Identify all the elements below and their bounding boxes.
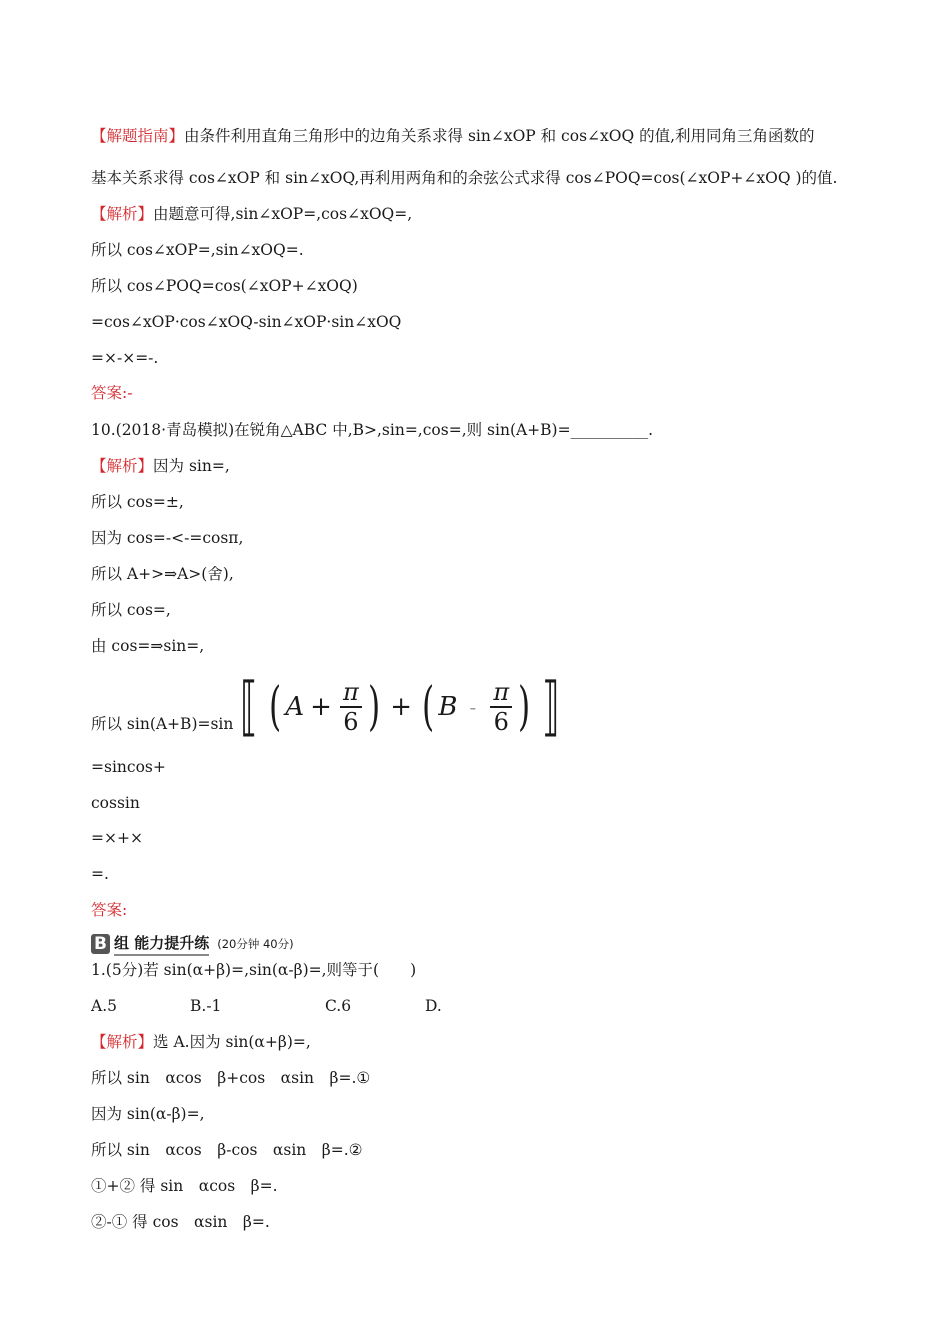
solution1-line-4: =cos∠xOP·cos∠xOQ-sin∠xOP·sin∠xOQ — [91, 313, 402, 331]
solution1-line-1 — [91, 204, 412, 224]
fraction-pi-over-6-b — [490, 678, 512, 736]
minus-sign: - — [469, 695, 477, 719]
var-a: A — [285, 692, 305, 722]
left-paren-1: ( — [269, 677, 282, 737]
q1-line-2: 所以 sin αcos β+cos αsin β=.① — [91, 1069, 371, 1087]
q10-stem: 10.(2018·青岛模拟)在锐角△ABC 中,B>,sin=,cos=,则 sin(A+B)=__________. — [91, 421, 654, 439]
q10-line-6: 由 cos=⇒sin=, — [91, 637, 205, 655]
q10-answer: 答案: — [91, 901, 128, 919]
fraction-denominator: 6 — [343, 707, 359, 736]
fraction-pi-over-6-a — [340, 678, 362, 736]
q10-line-2: 所以 cos=±, — [91, 493, 184, 511]
q1-line-5: ①+② 得 sin αcos β=. — [91, 1177, 278, 1195]
formula-prefix: 所以 sin(A+B)=sin — [91, 715, 234, 733]
solution1-answer: 答案:- — [91, 384, 133, 402]
right-double-bracket: ⟧ — [541, 670, 560, 744]
section-b-header — [91, 932, 294, 956]
right-paren-2: ) — [518, 677, 531, 737]
left-paren-2: ( — [422, 677, 435, 737]
left-double-bracket: ⟦ — [240, 670, 258, 744]
section-b-title: 组 能力提升练 — [114, 932, 209, 956]
q1-option-d: D. — [425, 997, 442, 1015]
q10-line-9: =×+× — [91, 829, 143, 847]
solution1-text-1: 由题意可得,sin∠xOP=,cos∠xOQ=, — [153, 205, 413, 223]
fraction-denominator: 6 — [493, 707, 509, 736]
q1-text-1: 选 A.因为 sin(α+β)=, — [153, 1033, 311, 1051]
q1-tag: 【解析】 — [91, 1033, 154, 1051]
q10-line-4: 所以 A+>⇒A>(舍), — [91, 565, 234, 583]
q1-line-6: ②-① 得 cos αsin β=. — [91, 1213, 270, 1231]
formula-math — [233, 670, 566, 744]
solution1-line-5: =×-×=-. — [91, 349, 159, 367]
solution1-tag: 【解析】 — [91, 205, 154, 223]
q1-line-4: 所以 sin αcos β-cos αsin β=.② — [91, 1141, 363, 1159]
q10-line-10: =. — [91, 865, 109, 883]
q10-line-1 — [91, 456, 230, 476]
q1-option-a: A.5 — [91, 997, 117, 1015]
right-paren-1: ) — [367, 677, 381, 737]
q10-formula — [91, 670, 566, 744]
solution1-line-3: 所以 cos∠POQ=cos(∠xOP+∠xOQ) — [91, 277, 358, 295]
q10-tag: 【解析】 — [91, 457, 154, 475]
plus-sign-2: + — [390, 692, 413, 722]
q10-line-8: cossin — [91, 794, 140, 812]
q1-line-3: 因为 sin(α-β)=, — [91, 1105, 205, 1123]
q1-option-c: C.6 — [325, 997, 352, 1015]
fraction-numerator: π — [493, 678, 510, 707]
q1-line-1 — [91, 1032, 311, 1052]
guide-line-1 — [91, 126, 815, 146]
q10-line-5: 所以 cos=, — [91, 601, 171, 619]
fraction-numerator: π — [343, 678, 359, 707]
section-b-badge: B — [91, 934, 110, 954]
var-b: B — [438, 692, 458, 722]
q10-text-1: 因为 sin=, — [153, 457, 230, 475]
guide-line-2: 基本关系求得 cos∠xOP 和 sin∠xOQ,再利用两角和的余弦公式求得 cos∠POQ=cos(∠xOP+∠xOQ )的值. — [91, 169, 838, 187]
plus-sign-1: + — [310, 692, 332, 722]
q10-line-3: 因为 cos=-<-=cosπ, — [91, 529, 244, 547]
q10-line-7: =sincos+ — [91, 758, 166, 776]
q1-stem: 1.(5分)若 sin(α+β)=,sin(α-β)=,则等于( ) — [91, 961, 417, 979]
solution1-line-2: 所以 cos∠xOP=,sin∠xOQ=. — [91, 241, 304, 259]
q1-option-b: B.-1 — [190, 997, 222, 1015]
guide-text-1: 由条件利用直角三角形中的边角关系求得 sin∠xOP 和 cos∠xOQ 的值,利用同角三角函数的 — [184, 127, 815, 145]
section-b-meta: (20分钟 40分) — [217, 937, 294, 951]
guide-tag: 【解题指南】 — [91, 127, 185, 145]
